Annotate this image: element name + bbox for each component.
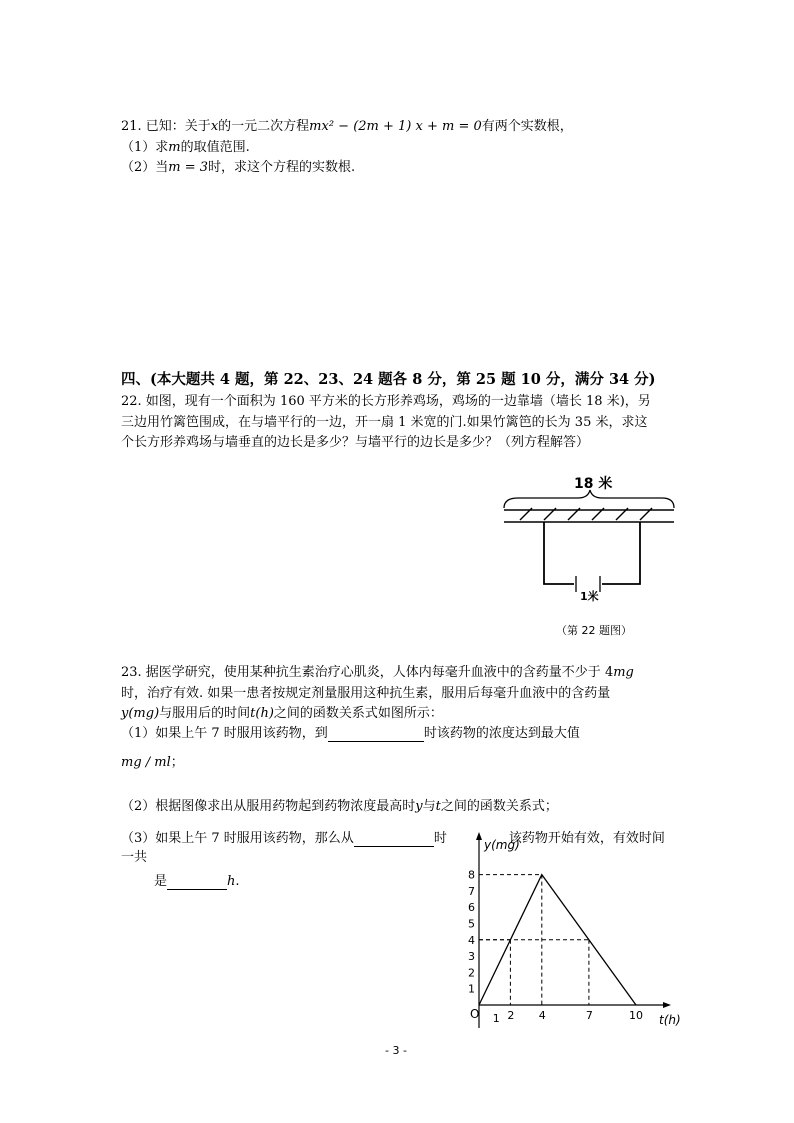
q21-part2: （2）当m = 3时，求这个方程的实数根. [121,160,356,175]
y-tick-3: 3 [468,950,475,964]
q23-part1-unit: mg / ml； [121,755,184,770]
y-arrow-icon [476,832,482,840]
q23-line1: 23. 据医学研究，使用某种抗生素治疗心肌炎，人体内每毫升血液中的含药量不少于 4mg [121,665,634,680]
x-tick-labels [493,1009,643,1025]
x-arrow-icon [663,1002,671,1008]
x-tick-1: 1 [492,1012,500,1025]
q23-line3: y(mg)与服用后的时间t(h)之间的函数关系式如图所示： [121,706,443,721]
y-tick-4: 4 [468,933,475,947]
origin-label: O [470,1007,480,1021]
y-tick-labels [468,869,475,996]
q23-part2: （2）根据图像求出从服用药物起到药物浓度最高时y与t之间的函数关系式； [121,799,558,814]
brace-icon [504,490,674,508]
q21-part1: （1）求m的取值范围. [121,140,250,155]
page-number: - 3 - [385,1044,407,1057]
q22-figure [500,470,680,610]
answer-blank-3[interactable] [167,877,227,890]
answer-blank-1[interactable] [328,729,424,742]
q23-part3-line2: 一共 [121,850,148,865]
q23-line2: 时，治疗有效. 如果一患者按规定剂量服用这种抗生素，服用后每毫升血液中的含药量 [121,686,611,701]
axes [476,832,671,1028]
q23-part1: （1）如果上午 7 时服用该药物，到 时该药物的浓度达到最大值 [121,726,580,741]
q23-part3-line3: 是 h. [154,874,240,889]
x-tick-10: 10 [629,1009,643,1022]
y-axis-label: y(mg) [484,838,520,852]
x-tick-4: 4 [538,1009,546,1022]
q22-line3: 个长方形养鸡场与墙垂直的边长是多少？与墙平行的边长是多少？（列方程解答） [121,435,590,450]
q22-caption: （第 22 题图） [556,624,632,637]
door-label: 1米 [580,590,599,603]
q21-stem: 21. 已知：关于x的一元二次方程mx² − (2m + 1) x + m = 0有两个实数根， [121,119,573,134]
x-tick-7: 7 [585,1009,593,1022]
q22-line1: 22. 如图，现有一个面积为 160 平方米的长方形养鸡场，鸡场的一边靠墙（墙长 18 米)，另 [121,394,651,409]
q23-part3: （3）如果上午 7 时服用该药物，那么从 时 该药物开始有效，有效时间 [121,831,665,846]
y-tick-5: 5 [468,917,475,931]
fence-right [602,522,640,584]
q23-graph [455,828,690,1043]
q22-line2: 三边用竹篱笆围成，在与墙平行的一边，开一扇 1 米宽的门.如果竹篱笆的长为 35 米，求这 [121,415,648,430]
y-tick-7: 7 [468,884,475,898]
x-axis-label: t(h) [659,1013,681,1027]
y-tick-6: 6 [468,901,475,915]
y-tick-2: 2 [468,966,475,980]
x-tick-2: 2 [507,1009,515,1022]
y-tick-8: 8 [468,868,475,882]
wall-length-label: 18 米 [574,476,613,492]
fence-left [544,522,574,584]
y-tick-1: 1 [468,982,475,996]
section4-title: 四、(本大题共 4 题，第 22、23、24 题各 8 分，第 25 题 10 分，满分 34 分) [121,371,656,388]
answer-blank-2[interactable] [354,834,434,847]
guide-lines [479,875,589,1005]
